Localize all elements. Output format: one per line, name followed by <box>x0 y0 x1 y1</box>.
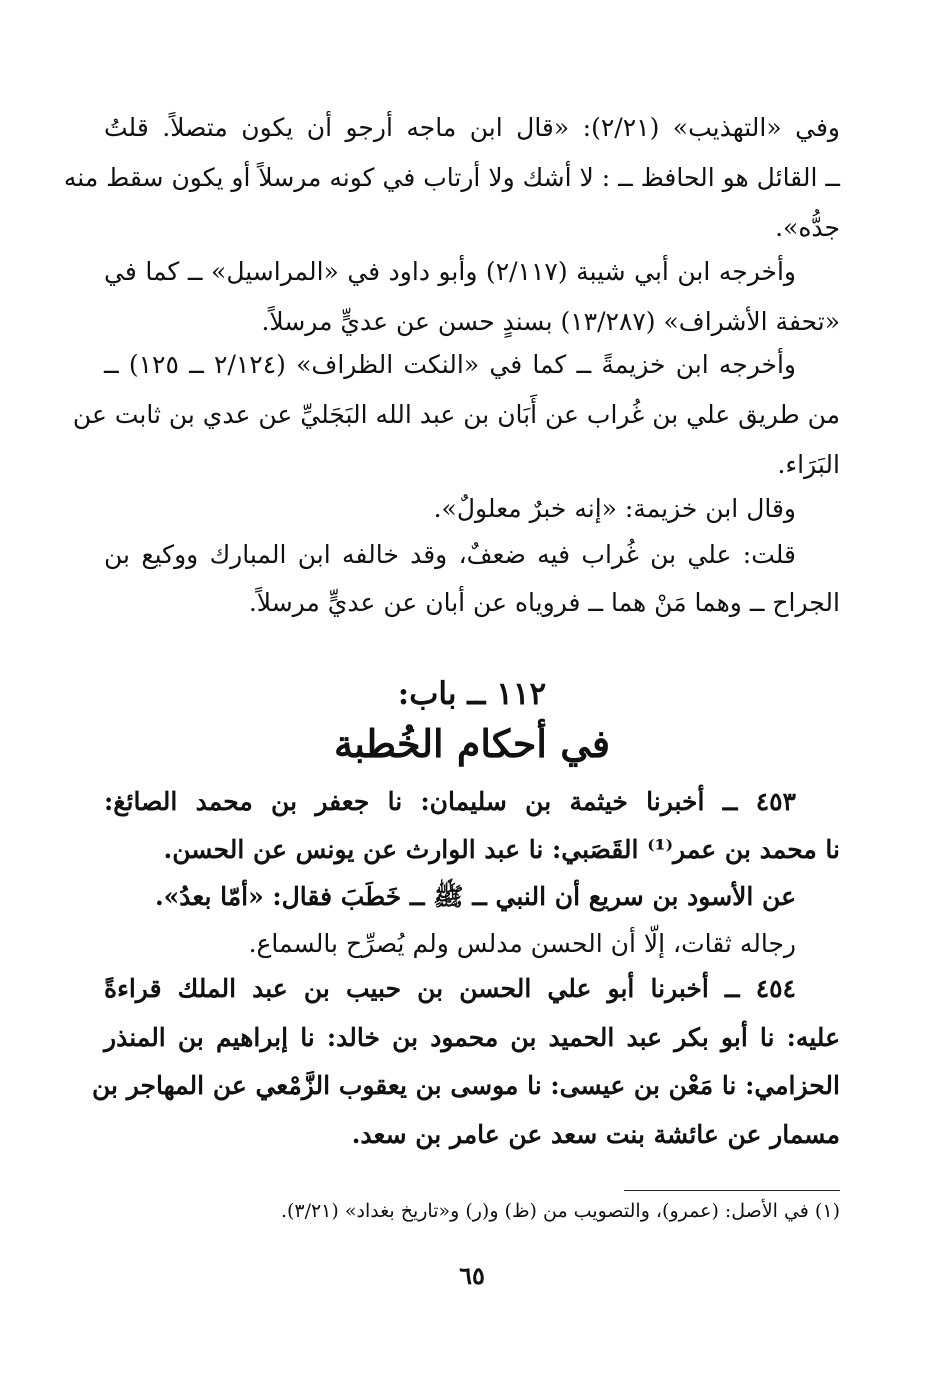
p1-line2: ــ القائل هو الحافظ ــ : لا أشك ولا أرتاب في كونه مرسلاً أو يكون سقط منه <box>63 163 840 192</box>
p1-line3: جدُّه». <box>775 213 840 242</box>
hadith-454-line2: عليه: نا أبو بكر عبد الحميد بن محمود بن خالد: نا إبراهيم بن المنذر <box>104 1023 840 1052</box>
p5-line2: الجراح ــ وهما مَنْ هما ــ فروياه عن أبان عن عديٍّ مرسلاً. <box>248 588 840 617</box>
p4-line1: وقال ابن خزيمة: «إنه خبرٌ معلولٌ». <box>433 494 796 523</box>
p5-line1: قلت: علي بن غُراب فيه ضعفٌ، وقد خالفه ابن المبارك ووكيع بن <box>104 540 796 569</box>
footnote-separator <box>624 1190 840 1191</box>
chapter-heading: ١١٢ ــ باب: <box>397 676 547 712</box>
hadith-453-line3: عن الأسود بن سريع أن النبي ــ ﷺ ــ خَطَبَ فقال: «أمّا بعدُ». <box>154 882 796 911</box>
p3-line3: البَرَاء. <box>777 450 840 479</box>
hadith-453-grading: رجاله ثقات، إلّا أن الحسن مدلس ولم يُصرِّح بالسماع. <box>248 929 796 958</box>
hadith-454-line3: الحزامي: نا مَعْن بن عيسى: نا موسى بن يعقوب الزَّمْعي عن المهاجر بن <box>92 1071 840 1100</box>
page-number: ٦٥ <box>459 1261 485 1290</box>
footnote: (١) في الأصل: (عمرو)، والتصويب من (ظ) و(ر) و«تاريخ بغداد» (٣/٢١). <box>280 1200 840 1222</box>
hadith-453-line1: ٤٥٣ ــ أخبرنا خيثمة بن سليمان: نا جعفر بن محمد الصائغ: <box>104 787 796 816</box>
hadith-454-line4: مسمار عن عائشة بنت سعد عن عامر بن سعد. <box>351 1120 840 1149</box>
chapter-title: في أحكام الخُطبة <box>333 721 611 766</box>
p2-line2: «تحفة الأشراف» (١٣/٢٨٧) بسندٍ حسن عن عديٍّ مرسلاً. <box>261 307 840 336</box>
p1-line1: وفي «التهذيب» (٢/٢١): «قال ابن ماجه أرجو أن يكون متصلاً. قلتُ <box>104 113 840 142</box>
p3-line2: من طريق علي بن غُراب عن أَبَان بن عبد الله البَجَليِّ عن عدي بن ثابت عن <box>72 400 840 429</box>
hadith-454-line1: ٤٥٤ ــ أخبرنا أبو علي الحسن بن حبيب بن عبد الملك قراءةً <box>104 974 796 1003</box>
p2-line1: وأخرجه ابن أبي شيبة (٢/١١٧) وأبو داود في «المراسيل» ــ كما في <box>104 257 797 286</box>
hadith-453-line2: نا محمد بن عمر⁽¹⁾ القَصَبي: نا عبد الوارث عن يونس عن الحسن. <box>163 835 840 864</box>
p3-line1: وأخرجه ابن خزيمةً ــ كما في «النكت الظراف» (٢/١٢٤ ــ ١٢٥) ــ <box>104 350 796 379</box>
